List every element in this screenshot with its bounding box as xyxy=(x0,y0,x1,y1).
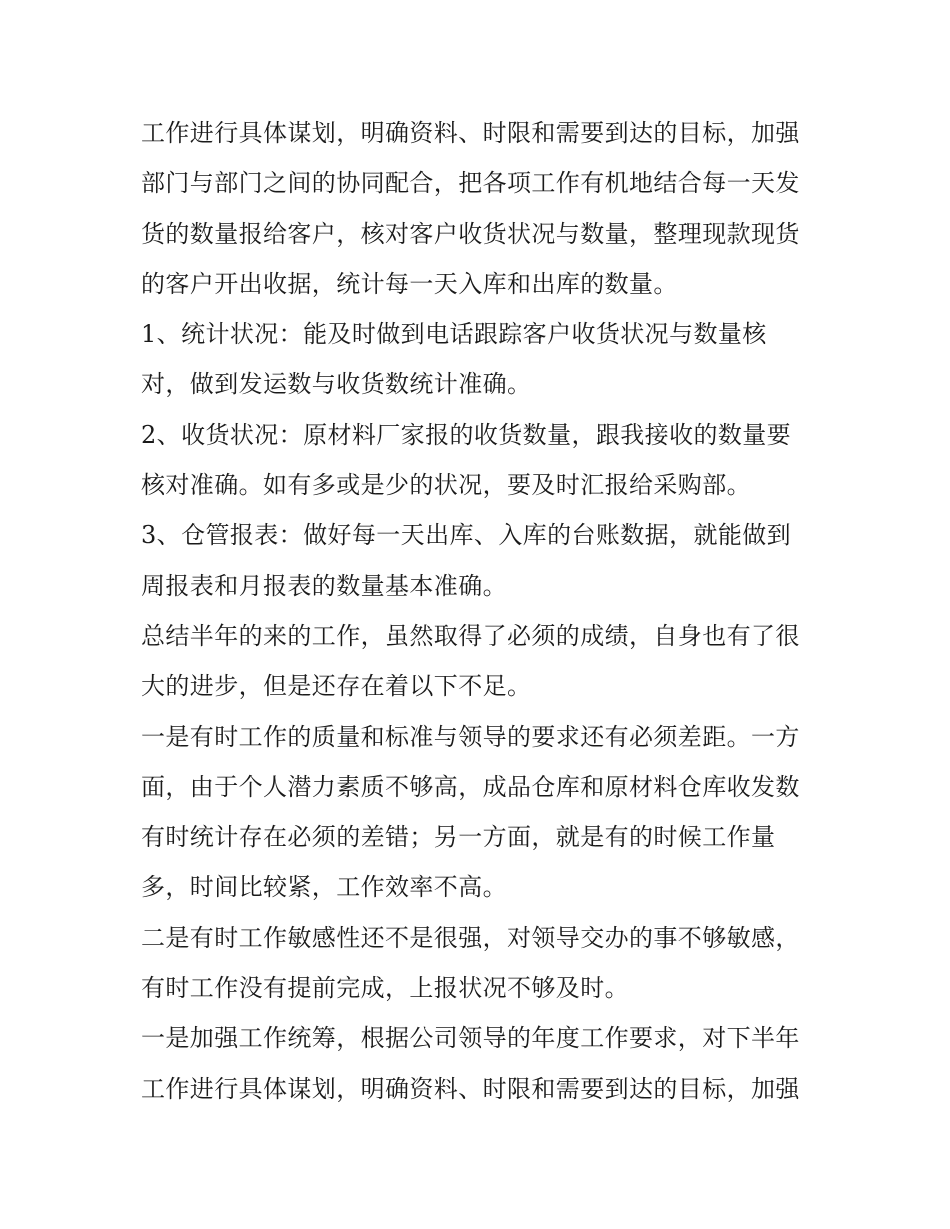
text-line: 一是加强工作统筹，根据公司领导的年度工作要求，对下半年 xyxy=(141,1024,800,1053)
text-line: 面，由于个人潜力素质不够高，成品仓库和原材料仓库收发数 xyxy=(141,772,800,801)
text-line: 的客户开出收据，统计每一天入库和出库的数量。 xyxy=(141,269,678,298)
text-line: 大的进步，但是还存在着以下不足。 xyxy=(141,672,532,701)
text-line: 总结半年的来的工作，虽然取得了必须的成绩，自身也有了很 xyxy=(141,621,800,650)
text-line: 货的数量报给客户，核对客户收货状况与数量，整理现款现货 xyxy=(141,219,800,248)
body-text xyxy=(141,108,821,1114)
text-line: 核对准确。如有多或是少的状况，要及时汇报给采购部。 xyxy=(141,471,751,500)
text-line: 二是有时工作敏感性还不是很强，对领导交办的事不够敏感， xyxy=(141,923,800,952)
text-line: 多，时间比较紧，工作效率不高。 xyxy=(141,873,507,902)
text-line: 部门与部门之间的协同配合，把各项工作有机地结合每一天发 xyxy=(141,169,800,198)
text-line: 对，做到发运数与收货数统计准确。 xyxy=(141,370,532,399)
text-line: 一是有时工作的质量和标准与领导的要求还有必须差距。一方 xyxy=(141,722,800,751)
text-line: 3、仓管报表：做好每一天出库、入库的台账数据，就能做到 xyxy=(141,521,792,550)
text-line: 2、收货状况：原材料厂家报的收货数量，跟我接收的数量要 xyxy=(141,420,792,449)
text-line: 工作进行具体谋划，明确资料、时限和需要到达的目标，加强 xyxy=(141,119,800,147)
text-line: 有时工作没有提前完成，上报状况不够及时。 xyxy=(141,974,629,1003)
text-line: 1、统计状况：能及时做到电话跟踪客户收货状况与数量核 xyxy=(141,320,767,349)
text-line: 周报表和月报表的数量基本准确。 xyxy=(141,571,507,600)
text-line: 有时统计存在必须的差错；另一方面，就是有的时候工作量 xyxy=(141,823,776,852)
text-line: 工作进行具体谋划，明确资料、时限和需要到达的目标，加强 xyxy=(141,1074,800,1103)
